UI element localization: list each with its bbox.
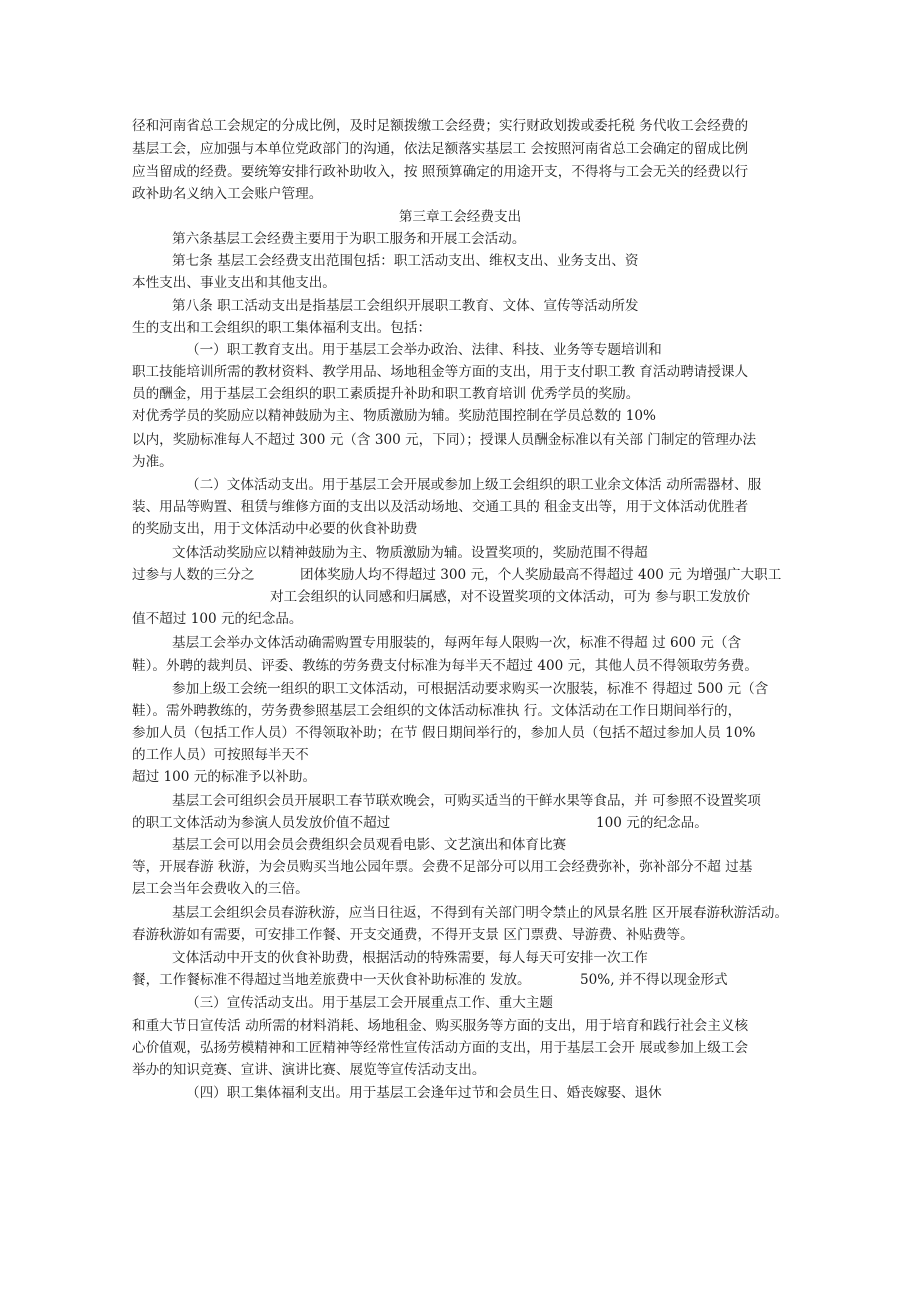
text-line: 径和河南省总工会规定的分成比例，及时足额拨缴工会经费；实行财政划拨或委托税 务代收工会经费的 — [132, 118, 749, 134]
text-line: 的职工文体活动为参演人员发放价值不超过 — [132, 815, 391, 831]
text-line: 层工会当年会费收入的三倍。 — [132, 881, 309, 897]
text-line: 50%, 并不得以现金形式 — [580, 972, 728, 988]
text-line: 的工作人员）可按照每半天不 — [132, 747, 309, 763]
text-line: 以内，奖励标准每人不超过 300 元（含 300 元，下同）；授课人员酬金标准以有关部 门制定的管理办法 — [132, 432, 757, 448]
text-line: 第六条基层工会经费主要用于为职工服务和开展工会活动。 — [172, 231, 526, 247]
text-line: （二）文体活动支出。用于基层工会开展或参加上级工会组织的职工业余文体活 动所需器材、服 — [186, 477, 762, 493]
text-line: （一）职工教育支出。用于基层工会举办政治、法律、科技、业务等专题培训和 — [186, 342, 662, 358]
text-line: 对优秀学员的奖励应以精神鼓励为主、物质激励为辅。奖励范围控制在学员总数的 10% — [132, 408, 656, 424]
text-line: 基层工会可组织会员开展职工春节联欢晚会，可购买适当的干鲜水果等食品，并 可参照不设置奖项 — [172, 793, 761, 809]
text-line: 超过 100 元的标准予以补助。 — [132, 769, 317, 785]
text-line: 100 元的纪念品。 — [596, 815, 708, 831]
text-line: 举办的知识竞赛、宣讲、演讲比赛、展览等宣传活动支出。 — [132, 1062, 486, 1078]
text-line: （四）职工集体福利支出。用于基层工会逢年过节和会员生日、婚丧嫁娶、退休 — [186, 1085, 662, 1101]
text-line: 等，开展春游 秋游，为会员购买当地公园年票。会费不足部分可以用工会经费弥补，弥补部分不超 过基 — [132, 859, 753, 875]
text-line: 和重大节日宣传活 动所需的材料消耗、场地租金、购买服务等方面的支出，用于培育和践行社会主义核 — [132, 1018, 749, 1034]
text-line: 装、用品等购置、租赁与维修方面的支出以及活动场地、交通工具的 租金支出等，用于文体活动优胜者 — [132, 499, 749, 515]
text-line: 职工技能培训所需的教材资料、教学用品、场地租金等方面的支出，用于支付职工教 育活动聘请授课人 — [132, 364, 749, 380]
text-line: 生的支出和工会组织的职工集体福利支出。包括： — [132, 320, 432, 336]
text-line: 为准。 — [132, 454, 173, 470]
text-line: 应当留成的经费。要统筹安排行政补助收入，按 照预算确定的用途开支，不得将与工会无关的经费以行 — [132, 164, 749, 180]
text-line: 文体活动中开支的伙食补助费，根据活动的特殊需要，每人每天可安排一次工作 — [172, 950, 648, 966]
text-line: 鞋）。需外聘教练的，劳务费参照基层工会组织的文体活动标准执 行。文体活动在工作日期间举行的， — [132, 703, 742, 719]
text-line: 基层工会，应加强与本单位党政部门的沟通，依法足额落实基层工 会按照河南省总工会确定的留成比例 — [132, 141, 749, 157]
text-line: 基层工会组织会员春游秋游，应当日往返，不得到有关部门明令禁止的风景名胜 区开展春游秋游活动。 — [172, 905, 789, 921]
text-line: 文体活动奖励应以精神鼓励为主、物质激励为辅。设置奖项的，奖励范围不得超 — [172, 545, 648, 561]
text-line: 对工会组织的认同感和归属感，对不设置奖项的文体活动，可为 参与职工发放价 — [270, 589, 751, 605]
text-line: 基层工会可以用会员会费组织会员观看电影、文艺演出和体育比赛 — [172, 837, 567, 853]
text-line: 餐，工作餐标准不得超过当地差旅费中一天伙食补助标准的 发放。 — [132, 972, 531, 988]
text-line: 员的酬金，用于基层工会组织的职工素质提升补助和职工教育培训 优秀学员的奖励。 — [132, 386, 640, 402]
text-line: 参加人员（包括工作人员）不得领取补助；在节 假日期间举行的，参加人员（包括不超过参加人员 10% — [132, 725, 756, 741]
text-line: 的奖励支出，用于文体活动中必要的伙食补助费 — [132, 521, 418, 537]
text-line: 政补助名义纳入工会账户管理。 — [132, 186, 323, 202]
text-line: （三）宣传活动支出。用于基层工会开展重点工作、重大主题 — [186, 995, 554, 1011]
text-line: 心价值观，弘扬劳模精神和工匠精神等经常性宣传活动方面的支出，用于基层工会开 展或参加上级工会 — [132, 1040, 749, 1056]
text-line: 过参与人数的三分之 — [132, 567, 255, 583]
chapter-heading: 第三章工会经费支出 — [398, 209, 522, 225]
text-line: 团体奖励人均不得超过 300 元，个人奖励最高不得超过 400 元 为增强广大职工 — [300, 567, 782, 583]
text-line: 本性支出、事业支出和其他支出。 — [132, 275, 336, 291]
text-line: 鞋）。外聘的裁判员、评委、教练的劳务费支付标准为每半天不超过 400 元，其他人员不得领取劳务费。 — [132, 658, 758, 674]
text-line: 春游秋游如有需要，可安排工作餐、开支交通费，不得开支景 区门票费、导游费、补贴费等。 — [132, 927, 694, 943]
text-line: 值不超过 100 元的纪念品。 — [132, 611, 303, 627]
text-line: 第七条 基层工会经费支出范围包括：职工活动支出、维权支出、业务支出、资 — [172, 253, 639, 269]
text-line: 参加上级工会统一组织的职工文体活动，可根据活动要求购买一次服装，标准不 得超过 500 元（含 — [172, 681, 769, 697]
text-line: 第八条 职工活动支出是指基层工会组织开展职工教育、文体、宣传等活动所发 — [172, 298, 639, 314]
text-line: 基层工会举办文体活动确需购置专用服装的，每两年每人限购一次，标准不得超 过 600 元（含 — [172, 635, 742, 651]
